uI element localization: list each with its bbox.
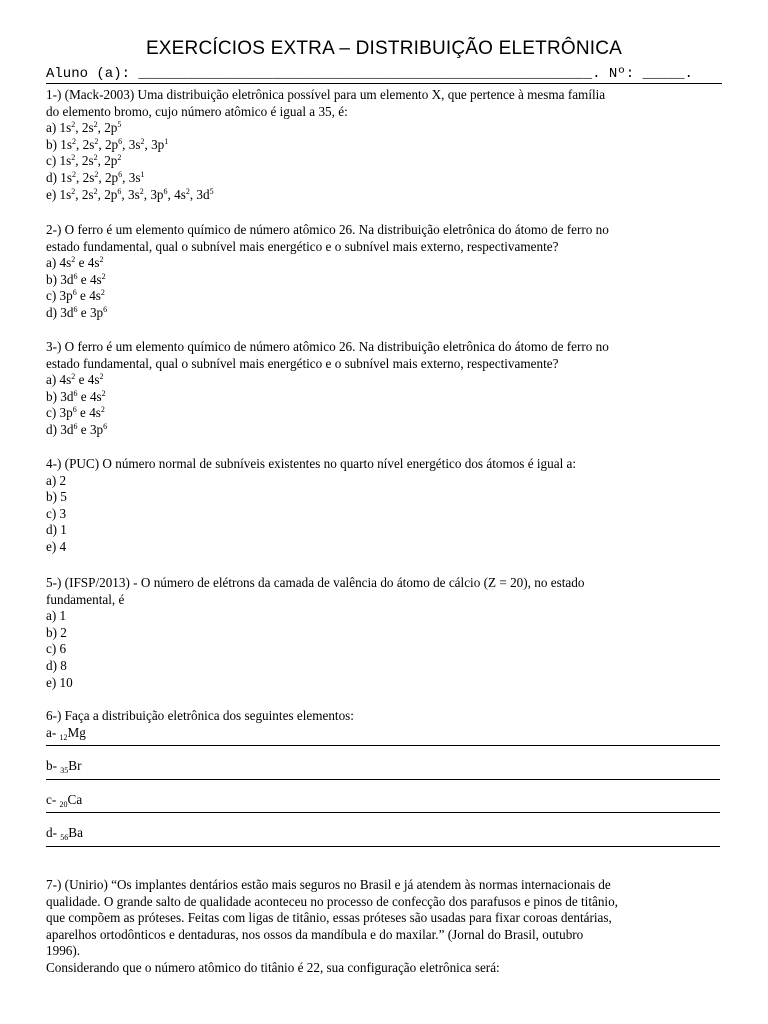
orbital: 2p [104,169,119,185]
orbital: 1s [60,136,73,152]
orbital-electrons: 2 [94,136,99,146]
answer-line [46,741,720,746]
question-3 [46,339,722,439]
option-item: b) $1s^2$, $2s^2$, $2p^6$, $3s^2$, $3p^1$ [46,136,169,152]
orbital-electrons: 6 [117,186,122,196]
option-item: c) 3 [46,505,67,521]
question-4 [46,456,722,556]
orbital: 4s [89,288,101,304]
item-letter: d- [46,825,61,841]
element-symbol: Ca [67,791,83,807]
orbital-electrons: 2 [185,186,190,196]
orbital: 2s [81,186,94,202]
orbital-electrons: 2 [99,255,104,265]
orbital-electrons: 2 [140,136,145,146]
orbital: 3d [60,388,74,404]
question-2-stem-cont: estado fundamental, qual o subnível mais energético e o subnível mais externo, respectivamente? [46,238,559,254]
option-item: e) 4 [46,538,67,554]
orbital-electrons: 6 [118,136,123,146]
option-letter: b) [46,271,61,287]
option-item: a) $4s^2$ e $4s^2$ [46,255,104,271]
orbital-electrons: 5 [209,186,214,196]
orbital-electrons: 2 [139,186,144,196]
option-item: a) 2 [46,472,67,488]
orbital: 2s [81,120,94,136]
orbital-electrons: 6 [72,288,77,298]
option-item: b) $3d^6$ e $4s^2$ [46,388,106,404]
text-line: 7-) (Unirio) “Os implantes dentários estão mais seguros no Brasil e já atendem às normas internacionais de [46,877,611,892]
item-letter: c- [46,791,60,807]
option-item: c) $1s^2$, $2s^2$, $2p^2$ [46,153,122,169]
option-letter: a) [46,120,60,136]
orbital-electrons: 2 [72,136,77,146]
orbital: 3p [59,288,73,304]
orbital: 2p [104,186,118,202]
item-letter: b- [46,758,61,774]
orbital: 4s [87,372,100,388]
option-item: d) $3d^6$ e $3p^6$ [46,421,108,437]
orbital: 2s [82,136,95,152]
question-2 [46,222,722,322]
question-6 [46,708,722,859]
text-line: que compõem as próteses. Feitas com ligas de titânio, essas próteses são usadas para fixar coroas dentárias, [46,910,612,926]
orbital-electrons: 2 [117,153,122,163]
orbital-electrons: 6 [73,421,78,431]
option-letter: b) [46,136,61,152]
question-5 [46,575,722,691]
option-item: e) 10 [46,674,73,690]
orbital: 1s [60,169,73,185]
question-3-stem: 3-) O ferro é um elemento químico de número atômico 26. Na distribuição eletrônica do átomo de ferro no [46,339,609,354]
option-item: d) $3d^6$ e $3p^6$ [46,304,108,320]
question-7-text [46,877,722,977]
orbital-electrons: 2 [71,186,76,196]
orbital-electrons: 2 [93,186,98,196]
orbital: 3d [196,186,210,202]
text-line: qualidade. O grande salto de qualidade aconteceu no processo de confecção dos parafusos e pinos de titânio, [46,893,618,909]
orbital-electrons: 6 [73,271,78,281]
option-item: b) $3d^6$ e $4s^2$ [46,271,106,287]
option-letter: c) [46,153,60,169]
text-line: 1996). [46,943,81,959]
orbital: 4s [174,186,186,202]
option-letter: b) [46,388,61,404]
question-2-stem: 2-) O ferro é um elemento químico de número atômico 26. Na distribuição eletrônica do átomo de ferro no [46,222,609,237]
orbital: 3p [59,405,73,421]
option-letter: a) [46,255,60,271]
orbital: 3p [150,186,164,202]
option-letter: d) [46,169,61,185]
orbital: 3d [60,271,74,287]
orbital: 2p [104,136,119,152]
orbital-electrons: 6 [103,421,108,431]
item-letter: a- [46,724,60,740]
option-item: c) $3p^6$ e $4s^2$ [46,288,105,304]
student-name-line: Aluno (a): ______________________________________________________. Nº: _____. [46,66,722,84]
answer-line [46,808,720,813]
question-1-stem-cont: do elemento bromo, cujo número atômico é igual a 35, é: [46,103,348,119]
question-2-options [46,255,722,321]
question-1-stem: 1-) (Mack-2003) Uma distribuição eletrônica possível para um elemento X, que pertence à mesma família [46,87,606,102]
orbital-electrons: 2 [101,271,106,281]
orbital: 1s [59,186,72,202]
orbital: 2p [104,153,118,169]
option-letter: c) [46,405,60,421]
option-item: d) 8 [46,657,67,673]
orbital-electrons: 1 [140,169,145,179]
orbital-electrons: 5 [117,120,122,130]
orbital-electrons: 2 [100,405,105,415]
option-item: a) $1s^2$, $2s^2$, $2p^5$ [46,120,122,136]
orbital: 3d [60,421,74,437]
atomic-number: 20 [59,799,68,809]
orbital: 3p [89,421,104,437]
option-item: b) 2 [46,624,67,640]
orbital: 1s [59,153,72,169]
option-item: d) 1 [46,522,67,538]
question-4-options [46,473,722,556]
element-item [46,758,722,775]
question-5-options [46,608,722,691]
option-item: e) $1s^2$, $2s^2$, $2p^6$, $3s^2$, $3p^6$, $4s^2$, $3d^5$ [46,186,214,202]
atomic-number: 35 [60,766,69,776]
option-item: c) 6 [46,641,67,657]
orbital-electrons: 2 [94,169,99,179]
orbital: 4s [89,405,101,421]
text-line: aparelhos ortodônticos e dentaduras, nos ossos da mandíbula e do maxilar.” (Jornal do Brasil, outubro [46,926,584,942]
option-letter: d) [46,304,61,320]
option-item: d) $1s^2$, $2s^2$, $2p^6$, $3s^1$ [46,169,145,185]
orbital: 3s [128,169,141,185]
element-item [46,825,722,842]
orbital: 2s [81,153,94,169]
answer-line [46,775,720,780]
option-letter: a) [46,372,60,388]
element-symbol: Mg [67,724,86,740]
question-1-options [46,120,722,203]
element-item [46,792,722,809]
option-item: a) 1 [46,608,67,624]
orbital: 3s [127,186,140,202]
question-6-stem: 6-) Faça a distribuição eletrônica dos seguintes elementos: [46,708,354,723]
element-symbol: Ba [68,825,83,841]
question-6-items [46,725,722,847]
page-title: EXERCÍCIOS EXTRA – DISTRIBUIÇÃO ELETRÔNICA [145,38,623,59]
orbital: 4s [89,388,102,404]
orbital: 4s [59,372,72,388]
orbital: 3d [60,304,74,320]
orbital-electrons: 6 [73,304,78,314]
orbital-electrons: 1 [164,136,169,146]
orbital: 3s [128,136,141,152]
text-line: Considerando que o número atômico do titânio é 22, sua configuração eletrônica será: [46,959,500,975]
orbital-electrons: 6 [103,304,108,314]
orbital: 1s [59,120,72,136]
orbital-electrons: 2 [99,372,104,382]
orbital-electrons: 2 [93,120,98,130]
orbital: 4s [89,271,102,287]
answer-line [46,842,720,847]
orbital: 4s [87,255,100,271]
question-1 [46,87,722,203]
option-item: c) $3p^6$ e $4s^2$ [46,405,105,421]
question-7 [46,877,722,977]
orbital-electrons: 2 [101,388,106,398]
question-3-options [46,372,722,438]
question-4-stem: 4-) (PUC) O número normal de subníveis existentes no quarto nível energético dos átomos é igual a: [46,456,577,471]
option-letter: c) [46,288,60,304]
question-3-stem-cont: estado fundamental, qual o subnível mais energético e o subnível mais externo, respectivamente? [46,355,559,371]
orbital: 4s [59,255,72,271]
orbital-electrons: 6 [118,169,123,179]
question-5-stem-cont: fundamental, é [46,591,125,607]
option-item: b) 5 [46,489,67,505]
option-item: a) $4s^2$ e $4s^2$ [46,372,104,388]
orbital-electrons: 2 [93,153,98,163]
orbital-electrons: 2 [71,153,76,163]
orbital-electrons: 2 [100,288,105,298]
orbital-electrons: 2 [72,169,77,179]
element-symbol: Br [68,758,82,774]
option-letter: d) [46,421,61,437]
orbital-electrons: 6 [73,388,78,398]
orbital-electrons: 2 [71,120,76,130]
orbital: 3p [151,136,165,152]
atomic-number: 56 [60,833,69,843]
orbital: 2p [104,120,118,136]
element-item [46,725,722,742]
orbital-electrons: 2 [71,372,76,382]
orbital: 3p [89,304,104,320]
orbital: 2s [82,169,95,185]
atomic-number: 12 [59,732,68,742]
orbital-electrons: 6 [72,405,77,415]
option-letter: e) [46,186,60,202]
orbital-electrons: 2 [71,255,76,265]
question-5-stem: 5-) (IFSP/2013) - O número de elétrons da camada de valência do átomo de cálcio (Z = 20), no estado [46,575,585,590]
orbital-electrons: 6 [163,186,168,196]
